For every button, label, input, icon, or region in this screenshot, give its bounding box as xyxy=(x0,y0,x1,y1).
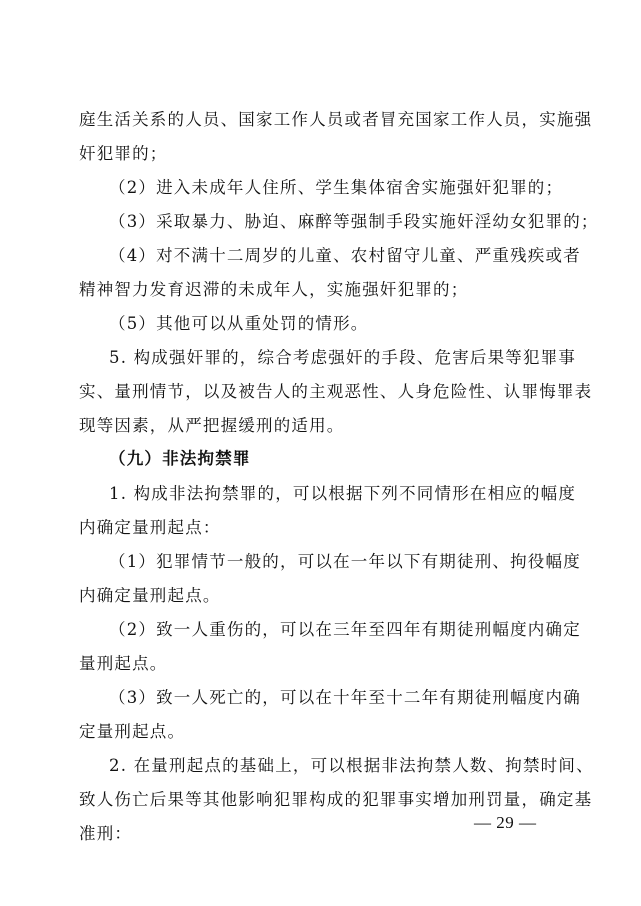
text-line-3: （2）进入未成年人住所、学生集体宿舍实施强奸犯罪的； xyxy=(109,178,564,197)
text-line-7: （5）其他可以从重处罚的情形。 xyxy=(109,314,369,333)
text-line-12: 1. 构成非法拘禁罪的，可以根据下列不同情形在相应的幅度 xyxy=(109,484,577,503)
text-line-19: 定量刑起点。 xyxy=(79,722,186,741)
text-line-18: （3）致一人死亡的，可以在十年至十二年有期徒刑幅度内确 xyxy=(109,688,581,707)
text-line-20: 2. 在量刑起点的基础上，可以根据非法拘禁人数、拘禁时间、 xyxy=(109,756,594,775)
text-line-2: 奸犯罪的； xyxy=(79,144,168,163)
text-line-17: 量刑起点。 xyxy=(79,654,168,673)
text-line-14: （1）犯罪情节一般的，可以在一年以下有期徒刑、拘役幅度 xyxy=(109,552,581,571)
text-line-16: （2）致一人重伤的，可以在三年至四年有期徒刑幅度内确定 xyxy=(109,620,581,639)
text-line-13: 内确定量刑起点： xyxy=(79,518,221,537)
text-line-5: （4）对不满十二周岁的儿童、农村留守儿童、严重残疾或者 xyxy=(109,246,581,265)
text-line-6: 精神智力发育迟滞的未成年人，实施强奸犯罪的； xyxy=(79,280,469,299)
page-number: — 29 — xyxy=(474,813,537,832)
text-line-9: 实、量刑情节，以及被告人的主观恶性、人身危险性、认罪悔罪表 xyxy=(79,382,593,401)
text-line-15: 内确定量刑起点。 xyxy=(79,586,221,605)
section-heading-illegal-detention: （九）非法拘禁罪 xyxy=(109,449,251,468)
text-line-1: 庭生活关系的人员、国家工作人员或者冒充国家工作人员，实施强 xyxy=(79,110,593,129)
text-line-21: 致人伤亡后果等其他影响犯罪构成的犯罪事实增加刑罚量，确定基 xyxy=(79,790,593,809)
text-line-22: 准刑： xyxy=(79,824,133,843)
text-line-10: 现等因素，从严把握缓刑的适用。 xyxy=(79,416,345,435)
text-line-4: （3）采取暴力、胁迫、麻醉等强制手段实施奸淫幼女犯罪的； xyxy=(109,212,599,231)
text-line-8: 5. 构成强奸罪的，综合考虑强奸的手段、危害后果等犯罪事 xyxy=(109,348,577,367)
